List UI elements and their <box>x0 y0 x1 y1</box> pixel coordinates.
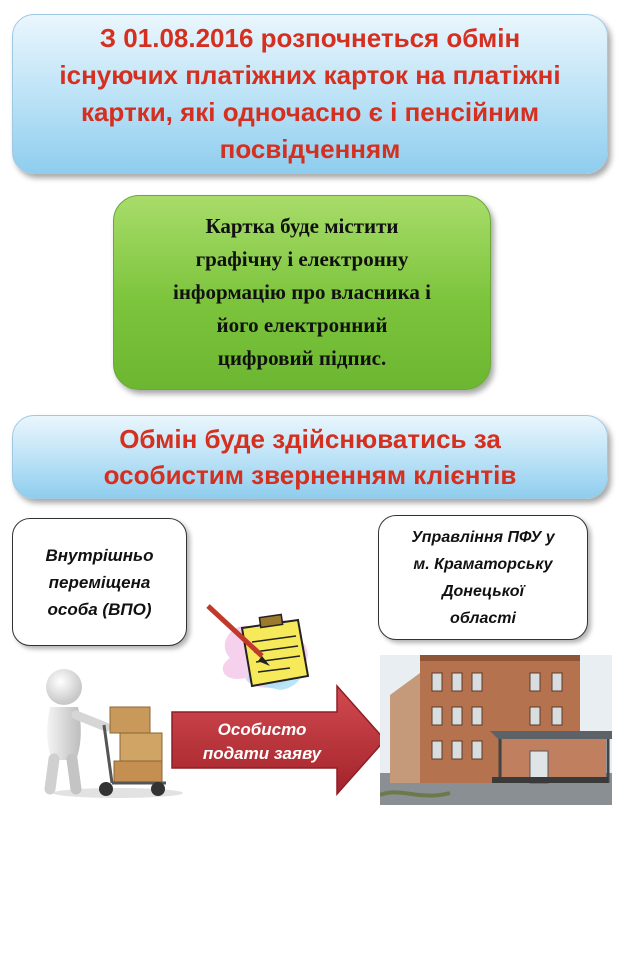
card-info-line-5: цифровий підпис. <box>217 346 387 370</box>
top-banner-line-2: існуючих платіжних карток на платіжні <box>59 60 561 90</box>
callout-pfu-office <box>378 515 588 640</box>
callout-pfu-text <box>411 524 554 632</box>
middle-banner-line-1: Обмін буде здійснюватись за <box>119 424 501 454</box>
card-info-text <box>173 210 431 375</box>
arrow-label <box>172 718 352 766</box>
callout-idp <box>12 518 187 646</box>
callout-pfu-line-3: Донецької <box>441 582 525 600</box>
person-with-boxes-icon <box>28 665 190 800</box>
card-info-line-1: Картка буде містити <box>205 214 399 238</box>
top-banner-line-4: посвідченням <box>219 134 401 164</box>
callout-pfu-line-4: області <box>450 609 516 627</box>
callout-idp-line-1: Внутрішньо <box>45 545 154 565</box>
callout-idp-line-3: особа (ВПО) <box>47 599 152 619</box>
middle-banner-line-2: особистим зверненням клієнтів <box>103 460 517 490</box>
arrow-label-line-1: Особисто <box>217 720 307 739</box>
top-banner-line-1: З 01.08.2016 розпочнеться обмін <box>99 23 521 53</box>
card-info-line-4: його електронний <box>216 313 388 337</box>
callout-pfu-line-2: м. Краматорську <box>413 555 553 573</box>
top-banner-text <box>59 20 560 168</box>
callout-pfu-line-1: Управління ПФУ у <box>411 528 555 546</box>
callout-idp-text <box>45 542 153 623</box>
callout-idp-line-2: переміщена <box>48 572 151 592</box>
card-info-line-2: графічну і електронну <box>195 247 409 271</box>
top-banner-line-3: картки, які одночасно є і пенсійним <box>80 97 540 127</box>
middle-banner <box>12 415 608 499</box>
middle-banner-text <box>104 421 517 493</box>
top-banner <box>12 14 608 174</box>
card-info-box <box>113 195 491 390</box>
arrow-label-line-2: подати заяву <box>202 744 322 763</box>
card-info-line-3: інформацію про власника і <box>173 280 431 304</box>
office-building-photo <box>380 655 612 805</box>
